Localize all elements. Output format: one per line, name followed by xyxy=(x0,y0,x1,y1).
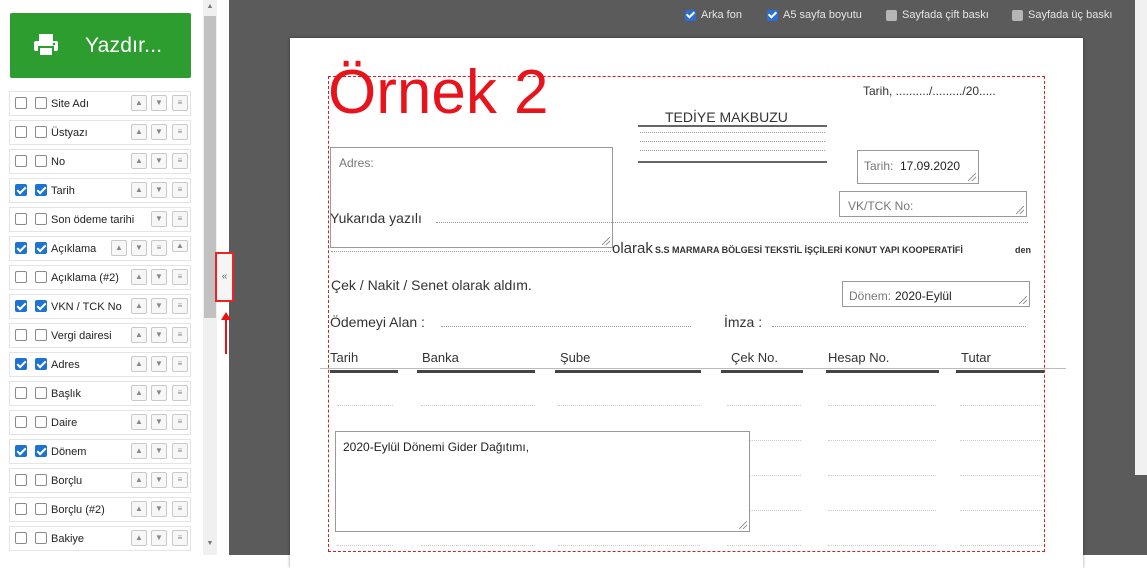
address-textarea[interactable] xyxy=(330,147,613,248)
table-dotline xyxy=(960,510,1042,511)
field-enable-checkbox[interactable] xyxy=(15,532,27,544)
column-header-banka: Banka xyxy=(422,350,459,365)
field-enable-checkbox[interactable] xyxy=(15,416,27,428)
move-down-icon[interactable]: ▼ xyxy=(151,95,167,111)
table-dotline xyxy=(421,405,535,406)
table-dotline xyxy=(337,405,393,406)
align-icon[interactable]: ≡ xyxy=(172,298,188,314)
field-row[interactable] xyxy=(9,497,191,522)
printer-icon xyxy=(33,33,59,57)
move-down-icon[interactable]: ▼ xyxy=(151,414,167,430)
field-label: Başlık xyxy=(51,388,81,400)
field-show-checkbox[interactable] xyxy=(35,416,47,428)
column-rule xyxy=(330,370,398,373)
column-rule xyxy=(721,370,803,373)
field-label: Dönem xyxy=(51,446,87,458)
field-show-checkbox[interactable] xyxy=(35,329,47,341)
move-down-icon[interactable]: ▼ xyxy=(151,153,167,169)
title-dotline xyxy=(640,132,825,133)
column-rule xyxy=(826,370,939,373)
field-row[interactable] xyxy=(9,149,191,174)
field-show-checkbox[interactable] xyxy=(35,242,47,254)
arrow-annotation-icon xyxy=(220,312,232,356)
field-show-checkbox[interactable] xyxy=(35,503,47,515)
move-down-icon[interactable]: ▼ xyxy=(151,501,167,517)
preview-scrollbar[interactable] xyxy=(1135,0,1147,475)
move-up-icon[interactable]: ▲ xyxy=(131,298,147,314)
field-row[interactable] xyxy=(9,265,191,290)
field-enable-checkbox[interactable] xyxy=(15,445,27,457)
move-down-icon[interactable]: ▼ xyxy=(151,124,167,140)
table-dotline xyxy=(727,405,801,406)
field-label: Vergi dairesi xyxy=(51,330,112,342)
field-enable-checkbox[interactable] xyxy=(15,184,27,196)
table-dotline xyxy=(337,545,393,546)
vkn-field[interactable] xyxy=(839,191,1027,217)
move-down-icon[interactable]: ▼ xyxy=(151,472,167,488)
field-label: Adres xyxy=(51,359,80,371)
move-up-icon[interactable]: ▲ xyxy=(172,240,188,252)
field-label: Son ödeme tarihi xyxy=(51,214,135,226)
move-down-icon[interactable]: ▼ xyxy=(151,182,167,198)
move-up-icon[interactable]: ▲ xyxy=(131,95,147,111)
field-row[interactable] xyxy=(9,352,191,377)
resize-grip-icon[interactable] xyxy=(1016,206,1024,214)
align-icon[interactable]: ≡ xyxy=(172,530,188,546)
date-line: Tarih, ........../........./20..... xyxy=(863,84,996,98)
checkbox-icon[interactable] xyxy=(1012,10,1023,21)
align-icon[interactable]: ≡ xyxy=(172,443,188,459)
scroll-down-icon[interactable]: ▼ xyxy=(206,540,214,547)
address-placeholder: Adres: xyxy=(339,156,374,170)
period-field[interactable]: Dönem: 2020-Eylül xyxy=(842,281,1030,307)
field-row[interactable] xyxy=(9,120,191,145)
move-up-icon[interactable]: ▲ xyxy=(131,124,147,140)
move-down-icon[interactable]: ▼ xyxy=(151,385,167,401)
field-enable-checkbox[interactable] xyxy=(15,242,27,254)
field-label: Borçlu xyxy=(51,475,83,487)
table-rule xyxy=(320,368,1066,369)
align-icon[interactable]: ≡ xyxy=(172,269,188,285)
field-enable-checkbox[interactable] xyxy=(15,329,27,341)
column-header-hesap-no: Hesap No. xyxy=(828,350,890,365)
align-icon[interactable]: ≡ xyxy=(172,385,188,401)
field-label: Üstyazı xyxy=(51,127,88,139)
field-label: VKN / TCK No xyxy=(51,301,122,313)
title-dotline xyxy=(640,150,825,151)
field-enable-checkbox[interactable] xyxy=(15,503,27,515)
field-show-checkbox[interactable] xyxy=(35,300,47,312)
title-underline xyxy=(638,161,827,163)
table-dotline xyxy=(828,440,936,441)
preview-area: Arka fon A5 sayfa boyutu Sayfada çift baskı Sayfada üç baskı xyxy=(229,0,1147,555)
field-show-checkbox[interactable] xyxy=(35,155,47,167)
column-header-sube: Şube xyxy=(560,350,591,365)
column-rule xyxy=(555,370,701,373)
column-rule xyxy=(956,370,1044,373)
field-row[interactable] xyxy=(9,381,191,406)
move-down-icon[interactable]: ▼ xyxy=(151,269,167,285)
field-row[interactable] xyxy=(9,439,191,464)
table-dotline xyxy=(828,510,936,511)
date-field[interactable]: Tarih: 17.09.2020 xyxy=(857,150,979,184)
field-label: Tarih xyxy=(51,185,75,197)
align-icon[interactable]: ≡ xyxy=(172,327,188,343)
move-down-icon[interactable]: ▼ xyxy=(151,298,167,314)
move-up-icon[interactable]: ▲ xyxy=(131,443,147,459)
move-up-icon[interactable]: ▲ xyxy=(131,501,147,517)
field-row[interactable] xyxy=(9,91,191,116)
receiver-dotline xyxy=(441,326,691,327)
yukarida-label: Yukarıda yazılı xyxy=(330,210,422,226)
field-enable-checkbox[interactable] xyxy=(15,155,27,167)
vkn-placeholder: VK/TCK No: xyxy=(848,199,914,213)
field-show-checkbox[interactable] xyxy=(35,126,47,138)
description-textarea[interactable] xyxy=(335,431,750,532)
field-show-checkbox[interactable] xyxy=(35,358,47,370)
resize-grip-icon[interactable] xyxy=(1019,296,1027,304)
table-dotline xyxy=(828,545,936,546)
move-up-icon[interactable]: ▲ xyxy=(131,530,147,546)
column-header-tutar: Tutar xyxy=(961,350,991,365)
field-enable-checkbox[interactable] xyxy=(15,271,27,283)
move-up-icon[interactable]: ▲ xyxy=(131,269,147,285)
table-dotline xyxy=(960,405,1042,406)
field-row[interactable] xyxy=(9,323,191,348)
resize-grip-icon[interactable] xyxy=(968,173,976,181)
align-icon[interactable]: ≡ xyxy=(172,501,188,517)
resize-grip-icon[interactable] xyxy=(739,521,747,529)
table-dotline xyxy=(960,475,1042,476)
field-show-checkbox[interactable] xyxy=(35,271,47,283)
field-label: Bakiye xyxy=(51,533,85,545)
move-up-icon[interactable]: ▲ xyxy=(131,385,147,401)
field-row[interactable] xyxy=(9,207,191,232)
field-enable-checkbox[interactable] xyxy=(15,300,27,312)
checkbox-icon[interactable] xyxy=(767,10,778,21)
column-header-cek-no: Çek No. xyxy=(731,350,778,365)
field-label: Daire xyxy=(51,417,78,429)
field-show-checkbox[interactable] xyxy=(35,97,47,109)
sample-title: Örnek 2 xyxy=(328,58,549,127)
move-down-icon[interactable]: ▼ xyxy=(151,530,167,546)
field-enable-checkbox[interactable] xyxy=(15,387,27,399)
payment-methods: Çek / Nakit / Senet olarak aldım. xyxy=(331,277,532,293)
title-dotline xyxy=(640,141,825,142)
align-icon[interactable]: ≡ xyxy=(172,356,188,372)
olarak-label: olarak xyxy=(612,240,653,257)
signature-label: İmza : xyxy=(724,314,763,330)
field-show-checkbox[interactable] xyxy=(35,184,47,196)
resize-grip-icon[interactable] xyxy=(602,237,610,245)
field-show-checkbox[interactable] xyxy=(35,445,47,457)
table-dotline xyxy=(960,440,1042,441)
print-button-label: Yazdır... xyxy=(85,34,163,57)
description-value: 2020-Eylül Dönemi Gider Dağıtımı, xyxy=(343,440,530,454)
field-row[interactable] xyxy=(9,178,191,203)
move-up-icon[interactable]: ▲ xyxy=(111,240,127,256)
align-icon[interactable]: ≡ xyxy=(172,211,188,227)
align-icon[interactable]: ≡ xyxy=(172,153,188,169)
field-show-checkbox[interactable] xyxy=(35,387,47,399)
table-dotline xyxy=(828,475,936,476)
move-down-icon[interactable]: ▼ xyxy=(151,211,167,227)
field-label: No xyxy=(51,156,66,168)
align-icon[interactable]: ≡ xyxy=(172,95,188,111)
checkbox-icon[interactable] xyxy=(685,10,696,21)
move-down-icon[interactable]: ▼ xyxy=(151,327,167,343)
align-icon[interactable]: ≡ xyxy=(172,182,188,198)
amount-dotline xyxy=(331,251,611,252)
table-dotline xyxy=(558,545,700,546)
field-enable-checkbox[interactable] xyxy=(15,474,27,486)
table-dotline xyxy=(727,545,801,546)
move-down-icon[interactable]: ▼ xyxy=(131,240,147,256)
field-row[interactable] xyxy=(9,294,191,319)
move-up-icon[interactable]: ▲ xyxy=(131,472,147,488)
move-up-icon[interactable]: ▲ xyxy=(131,153,147,169)
move-down-icon[interactable]: ▼ xyxy=(151,356,167,372)
payee-name: S.S MARMARA BÖLGESİ TEKSTİL İŞÇİLERİ KONUT YAPI KOOPERATİFİ xyxy=(655,245,963,255)
print-button[interactable] xyxy=(10,13,191,78)
scroll-up-icon[interactable]: ▲ xyxy=(206,3,214,10)
field-row[interactable] xyxy=(9,526,191,551)
field-show-checkbox[interactable] xyxy=(35,213,47,225)
checkbox-icon[interactable] xyxy=(886,10,897,21)
column-header-tarih: Tarih xyxy=(330,350,359,365)
move-up-icon[interactable]: ▲ xyxy=(131,327,147,343)
field-row[interactable] xyxy=(9,236,191,261)
align-icon[interactable]: ≡ xyxy=(172,124,188,140)
field-label: Açıklama (#2) xyxy=(51,272,119,284)
align-icon[interactable]: ≡ xyxy=(172,414,188,430)
field-show-checkbox[interactable] xyxy=(35,532,47,544)
field-enable-checkbox[interactable] xyxy=(15,358,27,370)
field-row[interactable] xyxy=(9,410,191,435)
table-dotline xyxy=(828,405,936,406)
document-title: TEDİYE MAKBUZU xyxy=(665,109,788,125)
table-dotline xyxy=(960,545,1042,546)
field-row[interactable] xyxy=(9,468,191,493)
field-label: Borçlu (#2) xyxy=(51,504,105,516)
collapse-sidebar-button[interactable]: « xyxy=(215,252,234,302)
move-up-icon[interactable]: ▲ xyxy=(131,182,147,198)
receiver-label: Ödemeyi Alan : xyxy=(330,314,425,330)
move-up-icon[interactable]: ▲ xyxy=(131,356,147,372)
move-up-icon[interactable]: ▲ xyxy=(131,414,147,430)
field-label: Site Adı xyxy=(51,98,89,110)
title-underline xyxy=(638,125,827,127)
table-dotline xyxy=(421,545,535,546)
field-show-checkbox[interactable] xyxy=(35,474,47,486)
align-icon[interactable]: ≡ xyxy=(172,472,188,488)
signature-dotline xyxy=(772,326,1026,327)
field-enable-checkbox[interactable] xyxy=(15,126,27,138)
field-enable-checkbox[interactable] xyxy=(15,213,27,225)
field-enable-checkbox[interactable] xyxy=(15,97,27,109)
align-icon[interactable]: ≡ xyxy=(151,240,167,256)
den-label: den xyxy=(1015,245,1032,255)
table-dotline xyxy=(558,405,700,406)
column-rule xyxy=(417,370,535,373)
amount-dotline xyxy=(436,222,1028,223)
field-sidebar xyxy=(0,0,203,555)
move-down-icon[interactable]: ▼ xyxy=(151,443,167,459)
field-label: Açıklama xyxy=(51,243,97,255)
